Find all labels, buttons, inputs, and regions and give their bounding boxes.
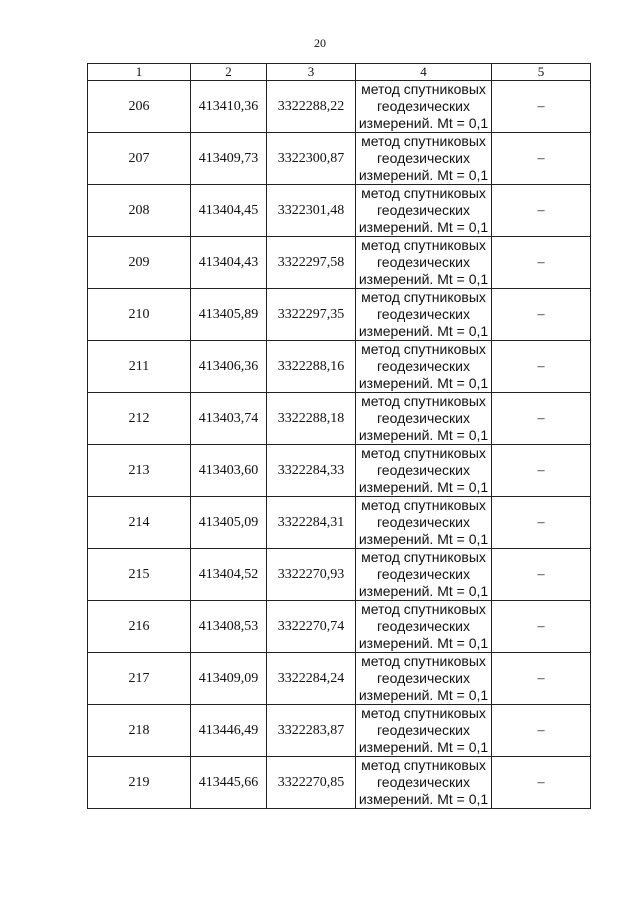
- note-cell: –: [492, 81, 591, 133]
- method-cell: метод спутниковых геодезических измерений. Mt = 0,1: [356, 237, 492, 289]
- y-coordinate-cell: 3322288,18: [267, 393, 356, 445]
- note-cell: –: [492, 705, 591, 757]
- x-coordinate-cell: 413446,49: [191, 705, 267, 757]
- note-cell: –: [492, 237, 591, 289]
- column-header-3: 3: [267, 64, 356, 81]
- point-number-cell: 213: [88, 445, 191, 497]
- x-coordinate-cell: 413404,43: [191, 237, 267, 289]
- y-coordinate-cell: 3322284,31: [267, 497, 356, 549]
- y-coordinate-cell: 3322270,93: [267, 549, 356, 601]
- method-cell: метод спутниковых геодезических измерений. Mt = 0,1: [356, 705, 492, 757]
- method-cell: метод спутниковых геодезических измерений. Mt = 0,1: [356, 497, 492, 549]
- note-cell: –: [492, 757, 591, 809]
- note-cell: –: [492, 185, 591, 237]
- point-number-cell: 216: [88, 601, 191, 653]
- point-number-cell: 210: [88, 289, 191, 341]
- table-row: [88, 653, 591, 705]
- x-coordinate-cell: 413403,74: [191, 393, 267, 445]
- note-cell: –: [492, 601, 591, 653]
- point-number-cell: 211: [88, 341, 191, 393]
- method-cell: метод спутниковых геодезических измерений. Mt = 0,1: [356, 133, 492, 185]
- y-coordinate-cell: 3322270,85: [267, 757, 356, 809]
- note-cell: –: [492, 289, 591, 341]
- table-row: [88, 497, 591, 549]
- point-number-cell: 219: [88, 757, 191, 809]
- note-cell: –: [492, 133, 591, 185]
- table-row: [88, 445, 591, 497]
- y-coordinate-cell: 3322288,16: [267, 341, 356, 393]
- note-cell: –: [492, 497, 591, 549]
- x-coordinate-cell: 413408,53: [191, 601, 267, 653]
- method-cell: метод спутниковых геодезических измерений. Mt = 0,1: [356, 653, 492, 705]
- y-coordinate-cell: 3322297,58: [267, 237, 356, 289]
- note-cell: –: [492, 445, 591, 497]
- y-coordinate-cell: 3322297,35: [267, 289, 356, 341]
- table-row: [88, 289, 591, 341]
- table-body: [88, 81, 591, 809]
- y-coordinate-cell: 3322284,24: [267, 653, 356, 705]
- x-coordinate-cell: 413404,52: [191, 549, 267, 601]
- method-cell: метод спутниковых геодезических измерений. Mt = 0,1: [356, 757, 492, 809]
- table-row: [88, 393, 591, 445]
- header-row: [88, 64, 591, 81]
- column-header-5: 5: [492, 64, 591, 81]
- note-cell: –: [492, 653, 591, 705]
- point-number-cell: 207: [88, 133, 191, 185]
- table-row: [88, 757, 591, 809]
- point-number-cell: 215: [88, 549, 191, 601]
- y-coordinate-cell: 3322283,87: [267, 705, 356, 757]
- point-number-cell: 218: [88, 705, 191, 757]
- x-coordinate-cell: 413403,60: [191, 445, 267, 497]
- column-header-2: 2: [191, 64, 267, 81]
- note-cell: –: [492, 393, 591, 445]
- method-cell: метод спутниковых геодезических измерений. Mt = 0,1: [356, 289, 492, 341]
- table-row: [88, 705, 591, 757]
- method-cell: метод спутниковых геодезических измерений. Mt = 0,1: [356, 341, 492, 393]
- point-number-cell: 212: [88, 393, 191, 445]
- table-row: [88, 341, 591, 393]
- x-coordinate-cell: 413405,89: [191, 289, 267, 341]
- x-coordinate-cell: 413409,73: [191, 133, 267, 185]
- point-number-cell: 209: [88, 237, 191, 289]
- point-number-cell: 214: [88, 497, 191, 549]
- page-number: 20: [314, 36, 326, 50]
- method-cell: метод спутниковых геодезических измерений. Mt = 0,1: [356, 393, 492, 445]
- table-row: [88, 185, 591, 237]
- table-row: [88, 133, 591, 185]
- method-cell: метод спутниковых геодезических измерений. Mt = 0,1: [356, 445, 492, 497]
- column-header-4: 4: [356, 64, 492, 81]
- y-coordinate-cell: 3322300,87: [267, 133, 356, 185]
- method-cell: метод спутниковых геодезических измерений. Mt = 0,1: [356, 185, 492, 237]
- x-coordinate-cell: 413404,45: [191, 185, 267, 237]
- y-coordinate-cell: 3322301,48: [267, 185, 356, 237]
- x-coordinate-cell: 413410,36: [191, 81, 267, 133]
- y-coordinate-cell: 3322288,22: [267, 81, 356, 133]
- method-cell: метод спутниковых геодезических измерений. Mt = 0,1: [356, 81, 492, 133]
- table-row: [88, 81, 591, 133]
- point-number-cell: 206: [88, 81, 191, 133]
- point-number-cell: 208: [88, 185, 191, 237]
- x-coordinate-cell: 413409,09: [191, 653, 267, 705]
- method-cell: метод спутниковых геодезических измерений. Mt = 0,1: [356, 601, 492, 653]
- y-coordinate-cell: 3322284,33: [267, 445, 356, 497]
- y-coordinate-cell: 3322270,74: [267, 601, 356, 653]
- note-cell: –: [492, 341, 591, 393]
- method-cell: метод спутниковых геодезических измерений. Mt = 0,1: [356, 549, 492, 601]
- table-row: [88, 601, 591, 653]
- x-coordinate-cell: 413405,09: [191, 497, 267, 549]
- table-row: [88, 549, 591, 601]
- x-coordinate-cell: 413445,66: [191, 757, 267, 809]
- x-coordinate-cell: 413406,36: [191, 341, 267, 393]
- coordinates-table: [87, 63, 591, 809]
- table-row: [88, 237, 591, 289]
- point-number-cell: 217: [88, 653, 191, 705]
- column-header-1: 1: [88, 64, 191, 81]
- note-cell: –: [492, 549, 591, 601]
